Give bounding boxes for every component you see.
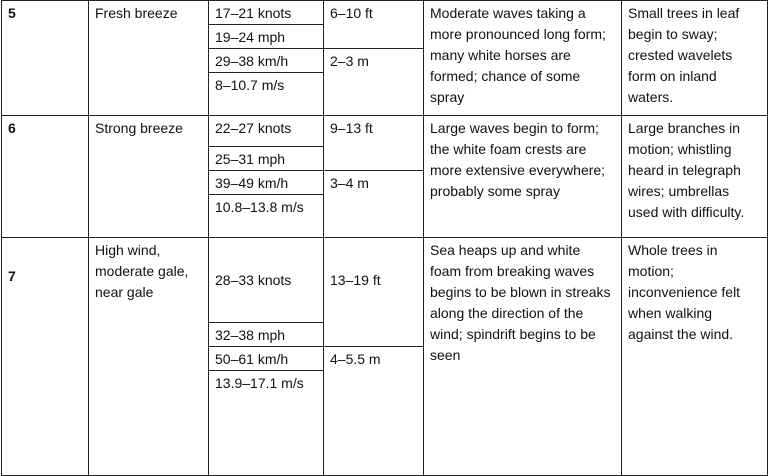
- beaufort-scale-table: [1, 0, 768, 476]
- table-row: [2, 1, 768, 25]
- sea-description: Large waves begin to form; the white foam crests are more extensive everywhere; probably some spray: [424, 116, 622, 238]
- land-description: Whole trees in motion; inconvenience felt when walking against the wind.: [622, 238, 768, 476]
- force-number: 5: [2, 1, 89, 116]
- speed-ms: 10.8–13.8 m/s: [209, 195, 324, 238]
- land-description: Small trees in leaf begin to sway; crested wavelets form on inland waters.: [622, 1, 768, 116]
- speed-kmh: 39–49 km/h: [209, 171, 324, 195]
- speed-knots: 17–21 knots: [209, 1, 324, 25]
- table-row: [2, 238, 768, 323]
- speed-ms: 13.9–17.1 m/s: [209, 371, 324, 476]
- table-row: [2, 116, 768, 147]
- speed-knots: 22–27 knots: [209, 116, 324, 147]
- sea-description: Moderate waves taking a more pronounced long form; many white horses are formed; chance of some spray: [424, 1, 622, 116]
- sea-description: Sea heaps up and white foam from breaking waves begins to be blown in streaks along the direction of the wind; spindrift begins to be seen: [424, 238, 622, 476]
- wave-height-ft: 13–19 ft: [324, 238, 424, 347]
- speed-kmh: 29–38 km/h: [209, 49, 324, 73]
- force-number: 7: [2, 238, 89, 476]
- speed-mph: 19–24 mph: [209, 25, 324, 49]
- speed-kmh: 50–61 km/h: [209, 347, 324, 371]
- wave-height-ft: 6–10 ft: [324, 1, 424, 49]
- force-number: 6: [2, 116, 89, 238]
- force-name: High wind, moderate gale, near gale: [89, 238, 209, 476]
- wave-height-m: 3–4 m: [324, 171, 424, 238]
- speed-ms: 8–10.7 m/s: [209, 73, 324, 116]
- speed-mph: 25–31 mph: [209, 147, 324, 171]
- wave-height-ft: 9–13 ft: [324, 116, 424, 171]
- speed-knots: 28–33 knots: [209, 238, 324, 323]
- wave-height-m: 2–3 m: [324, 49, 424, 116]
- land-description: Large branches in motion; whistling heard in telegraph wires; umbrellas used with difficulty.: [622, 116, 768, 238]
- force-name: Fresh breeze: [89, 1, 209, 116]
- speed-mph: 32–38 mph: [209, 323, 324, 347]
- wave-height-m: 4–5.5 m: [324, 347, 424, 476]
- force-name: Strong breeze: [89, 116, 209, 238]
